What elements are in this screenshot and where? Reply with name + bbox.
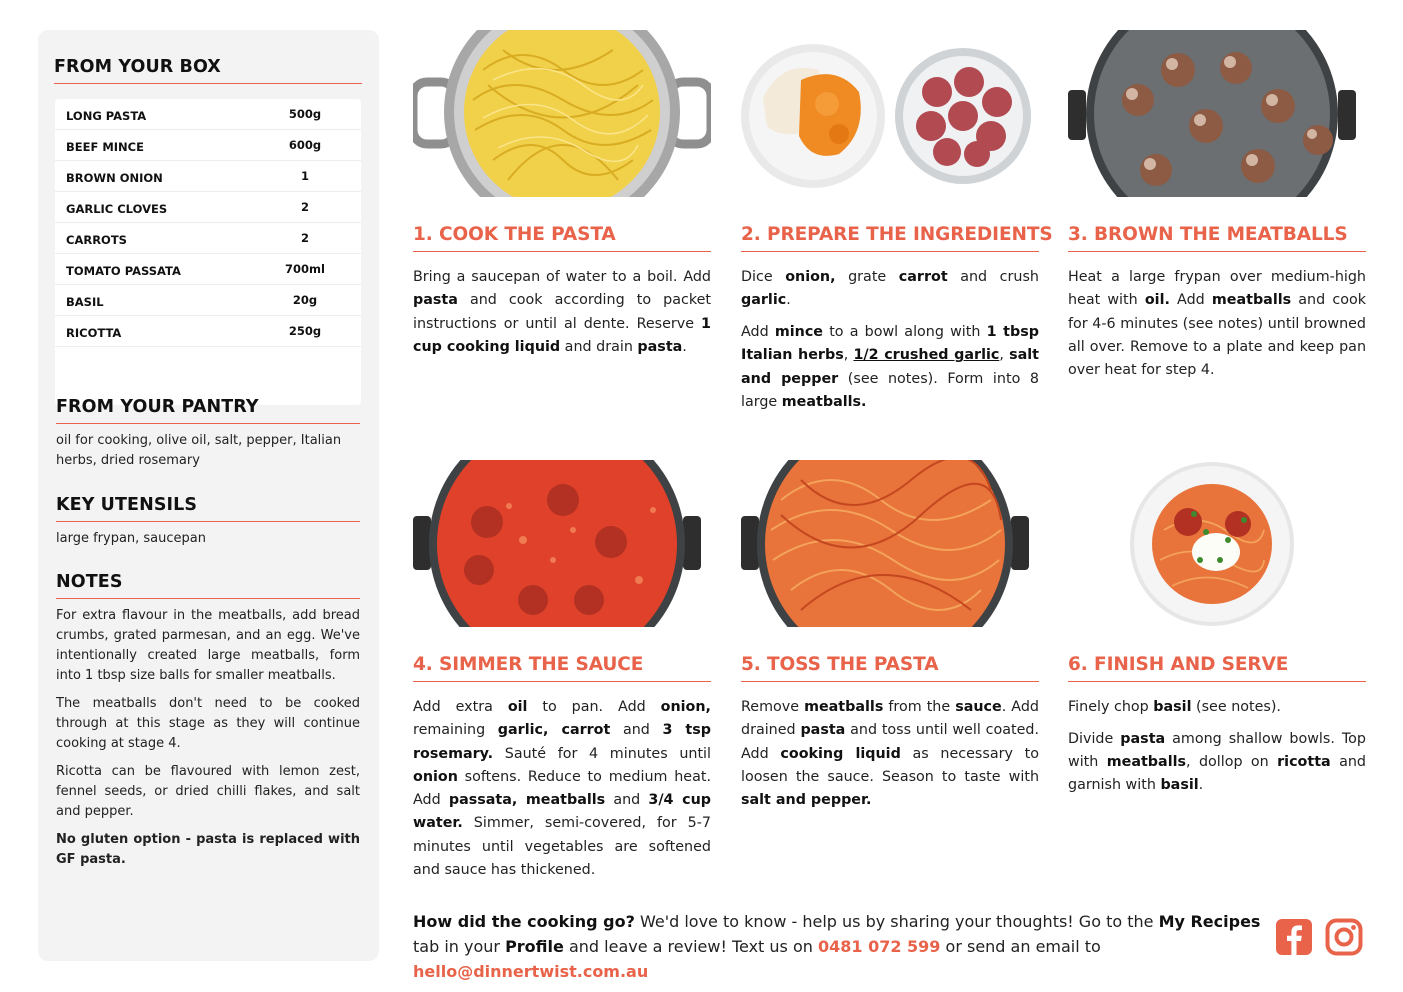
emphasis-text: 1 tbsp Italian herbs [741,324,1039,364]
step-5-title: 5. TOSS THE PASTA [741,654,1039,682]
emphasis-text: 3 tsp rosemary. [413,722,712,762]
step-text: Add extra [413,699,508,715]
emphasis-text: basil [1160,777,1199,794]
ingredient-qty: 20g [292,293,318,307]
step-text: as necessary to loosen the sauce. Season to taste with [741,745,1039,785]
step-text: and [605,792,649,809]
step-text: , [843,347,854,364]
footer-text: We'd love to know - help us by sharing your thoughts! Go to the [634,912,1159,931]
step-text: and [610,722,663,739]
emphasis-text: oil. [1144,292,1170,309]
step-text: Remove [741,699,805,715]
emphasis-text: meatballs [1211,292,1292,309]
step-text: and cook for 4-6 minutes (see notes) until browned all over. Remove to a plate and keep pan over heat for step 4. [1068,292,1366,379]
note-paragraph: The meatballs don't need to be cooked through at this stage as they will continue cooking at stage 4. [56,696,360,751]
step-paragraph [1068,696,1366,719]
step-paragraph [741,696,1039,812]
footer-question: How did the cooking go? [413,912,635,931]
note-paragraph: For extra flavour in the meatballs, add bread crumbs, grated parmesan, and an egg. We've intentionally created large meatballs, form into 1 tbsp size balls for smaller meatballs. [56,608,360,683]
table-row [55,130,361,161]
ingredient-qty: 700ml [285,262,325,276]
emphasis-text: garlic [741,292,787,309]
emphasis-text: meatballs [1106,754,1187,771]
step-text: remaining [413,722,498,739]
step-3-title: 3. BROWN THE MEATBALLS [1068,224,1366,252]
emphasis-text: onion, [785,269,836,285]
emphasis-text: passata, meatballs [448,792,606,809]
emphasis-text: basil [1153,699,1192,715]
pantry-text: oil for cooking, olive oil, salt, pepper, Italian herbs, dried rosemary [56,433,342,468]
step-text: and toss until well coated. Add [741,722,1039,762]
ingredient-qty: 2 [300,231,309,245]
ingredient-name: TOMATO PASSATA [66,264,181,278]
step-3-image [1068,30,1366,197]
ingredient-qty: 2 [300,200,309,214]
step-2-image [741,30,1039,197]
ingredient-name: CARROTS [66,233,127,247]
step-text: . [786,292,791,309]
step-text: and drain [560,338,638,355]
step-paragraph [413,696,711,882]
footer-text: tab in your [413,937,506,956]
from-your-box-heading: FROM YOUR BOX [54,57,362,84]
step-1-image [413,30,711,197]
step-paragraph [413,266,711,359]
facebook-icon[interactable] [1275,918,1313,956]
emphasis-text: cooking liquid [780,745,901,762]
ingredient-name: GARLIC CLOVES [66,202,168,216]
step-text: and cook according to packet instructions or until al dente. Reserve [413,292,711,332]
emphasis-text: 3/4 cup water. [413,792,711,832]
emphasis-text: onion, [660,699,711,715]
ingredient-table [55,99,361,405]
ingredient-qty: 1 [300,169,309,183]
note-paragraph: Ricotta can be flavoured with lemon zest, fennel seeds, or dried chilli flakes, and salt and pepper. [56,764,360,819]
my-recipes-link[interactable]: My Recipes [1158,912,1261,931]
step-paragraph [741,321,1039,414]
emphasis-text: 1/2 crushed garlic [853,347,1000,364]
ingredient-qty: 250g [288,324,322,338]
step-text: to a bowl along with [823,324,987,341]
emphasis-text: meatballs [804,699,884,715]
step-text: (see notes). Form into 8 large [741,370,1039,410]
emphasis-text: salt and pepper [741,347,1039,387]
phone-number[interactable]: 0481 072 599 [817,937,941,956]
emphasis-text: onion [413,768,458,785]
step-text: and garnish with [1068,754,1366,794]
table-row [55,99,361,130]
footer-text: and leave a review! Text us on [563,937,818,956]
emphasis-text: mince [774,324,824,341]
emphasis-text: garlic, carrot [497,722,611,739]
ingredient-name: RICOTTA [66,326,122,340]
ingredient-qty: 600g [288,138,322,152]
step-1-title: 1. COOK THE PASTA [413,224,711,252]
email-link[interactable]: hello@dinnertwist.com.au [413,962,649,981]
ingredient-name: BROWN ONION [66,171,163,185]
step-text: . Add drained [741,699,1039,739]
profile-link[interactable]: Profile [505,937,564,956]
step-text: among shallow bowls. Top with [1068,730,1366,771]
step-text: , dollop on [1186,754,1278,771]
sidebar [38,30,379,961]
step-text: and crush [947,269,1039,285]
emphasis-text: pasta [637,338,683,355]
step-text: Add [741,324,775,341]
utensils-text: large frypan, saucepan [56,531,206,546]
table-row [55,254,361,285]
step-2-body [741,266,1039,423]
step-text: Add [1169,292,1212,309]
footer-text: or send an email to [940,937,1101,956]
table-row [55,223,361,254]
step-1-body [413,266,711,368]
ingredient-name: BASIL [66,295,104,309]
step-paragraph [741,266,1039,313]
step-text: (see notes). [1191,699,1281,715]
emphasis-text: sauce [955,699,1002,715]
step-6-title: 6. FINISH AND SERVE [1068,654,1366,682]
emphasis-text: oil [507,699,528,715]
emphasis-text: salt and pepper. [741,792,872,809]
step-text: . [682,338,687,355]
table-row [55,285,361,316]
step-4-image [413,460,711,627]
emphasis-text: 1 cup cooking liquid [413,315,711,355]
step-text: . [1198,777,1204,794]
step-3-body [1068,266,1366,391]
step-text: , [999,347,1010,364]
gluten-free-note: No gluten option - pasta is replaced with GF pasta. [56,832,360,867]
step-5-body [741,696,1039,821]
step-text: Simmer, semi-covered, for 5-7 minutes until vegetables are softened and sauce has thickened. [413,815,711,879]
step-text: Finely chop [1068,699,1154,715]
step-5-image [741,460,1039,627]
instagram-icon[interactable] [1325,918,1363,956]
step-paragraph [1068,266,1366,382]
notes-body [56,606,360,878]
step-text: Heat a large frypan over medium-high heat with [1068,269,1366,309]
table-row [55,161,361,192]
pantry-heading: FROM YOUR PANTRY [56,397,360,424]
notes-heading: NOTES [56,572,360,599]
step-6-body [1068,696,1366,806]
utensils-heading: KEY UTENSILS [56,495,360,522]
step-6-image [1068,460,1366,627]
step-text: Bring a saucepan of water to a boil. Add [413,269,711,285]
emphasis-text: pasta [800,722,846,739]
step-text: Dice [741,269,786,285]
step-paragraph [1068,728,1366,798]
step-text: Divide [1068,730,1121,747]
feedback-footer [413,909,1263,984]
ingredient-qty: 500g [288,107,322,121]
emphasis-text: ricotta [1277,754,1331,771]
table-row [55,192,361,223]
step-text: to pan. Add [527,699,661,715]
step-text: grate [835,269,899,285]
step-4-title: 4. SIMMER THE SAUCE [413,654,711,682]
emphasis-text: pasta [1120,730,1166,747]
table-row [55,316,361,347]
ingredient-name: LONG PASTA [66,109,147,123]
emphasis-text: carrot [898,269,948,285]
step-text: softens. Reduce to medium heat. Add [413,768,711,809]
emphasis-text: pasta [413,292,458,309]
ingredient-name: BEEF MINCE [66,140,144,154]
step-2-title: 2. PREPARE THE INGREDIENTS [741,224,1039,252]
step-text: from the [883,699,956,715]
step-4-body [413,696,711,891]
emphasis-text: meatballs. [781,393,867,410]
step-text: Sauté for 4 minutes until [493,745,711,762]
